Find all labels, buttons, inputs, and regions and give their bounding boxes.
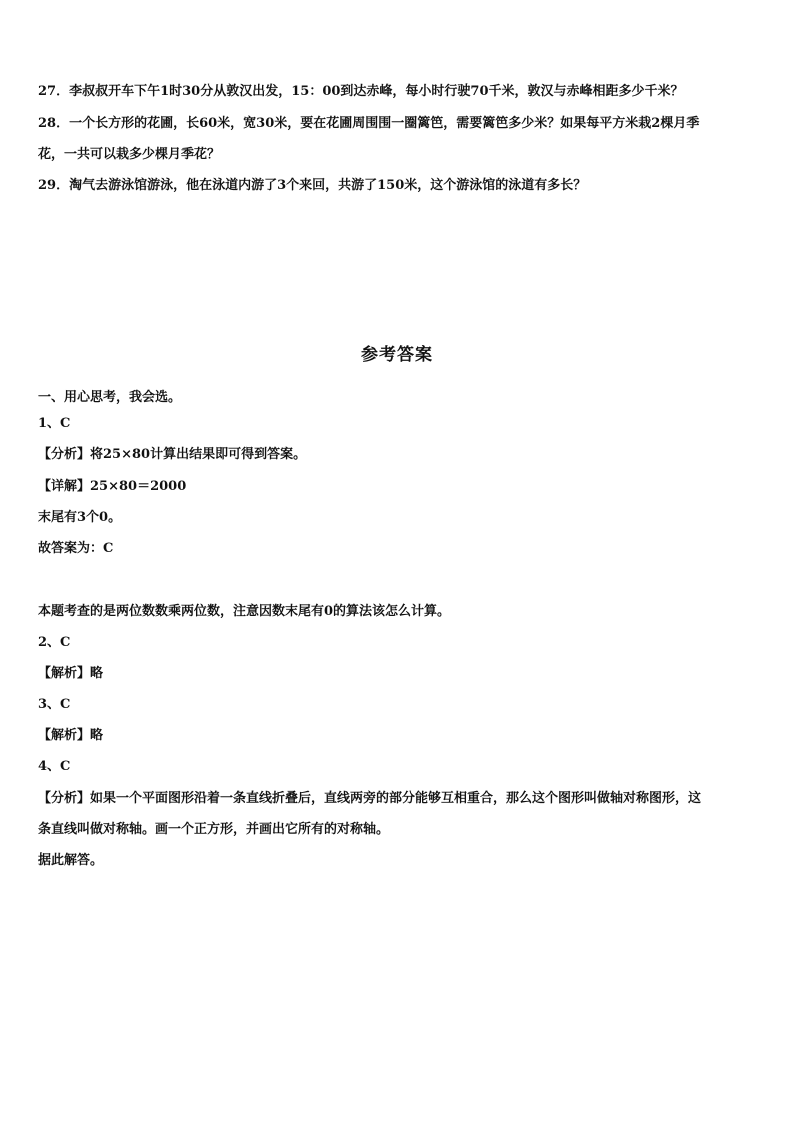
- answer-1-final: 故答案为：C: [38, 541, 114, 556]
- answer-1: 1、C: [38, 416, 71, 431]
- answer-4: 4、C: [38, 759, 71, 774]
- answer-2-analysis: 【解析】略: [38, 666, 104, 681]
- answer-1-detail: 【详解】25×80＝2000: [38, 479, 187, 494]
- question-29: 29．淘气去游泳馆游泳，他在泳道内游了3个来回，共游了150米，这个游泳馆的泳道有多长？: [38, 178, 587, 193]
- question-28-line-2: 花，一共可以栽多少棵月季花？: [38, 147, 221, 162]
- answer-1-note: 本题考查的是两位数数乘两位数，注意因数末尾有0的算法该怎么计算。: [38, 604, 451, 619]
- question-27: 27．李叔叔开车下午1时30分从敦汉出发，15：00到达赤峰，每小时行驶70千米，敦汉与赤峰相距多少千米？: [38, 84, 684, 99]
- answer-1-analysis: 【分析】将25×80计算出结果即可得到答案。: [38, 447, 307, 462]
- answer-4-analysis-line-1: 【分析】如果一个平面图形沿着一条直线折叠后，直线两旁的部分能够互相重合，那么这个图形叫做轴对称图形，这: [38, 791, 702, 806]
- answer-3-analysis: 【解析】略: [38, 728, 104, 743]
- answer-4-analysis-line-2: 条直线叫做对称轴。画一个正方形，并画出它所有的对称轴。: [38, 822, 390, 837]
- answers-title: 参考答案: [361, 345, 433, 365]
- answer-3: 3、C: [38, 697, 71, 712]
- answer-1-detail-2: 末尾有3个0。: [38, 510, 122, 525]
- answer-4-conclusion: 据此解答。: [38, 853, 104, 868]
- answer-2: 2、C: [38, 635, 71, 650]
- section-1-heading: 一、用心思考，我会选。: [38, 390, 182, 405]
- question-28-line-1: 28．一个长方形的花圃，长60米，宽30米，要在花圃周围围一圈篱笆，需要篱笆多少米？如果每平方米栽2棵月季: [38, 116, 700, 131]
